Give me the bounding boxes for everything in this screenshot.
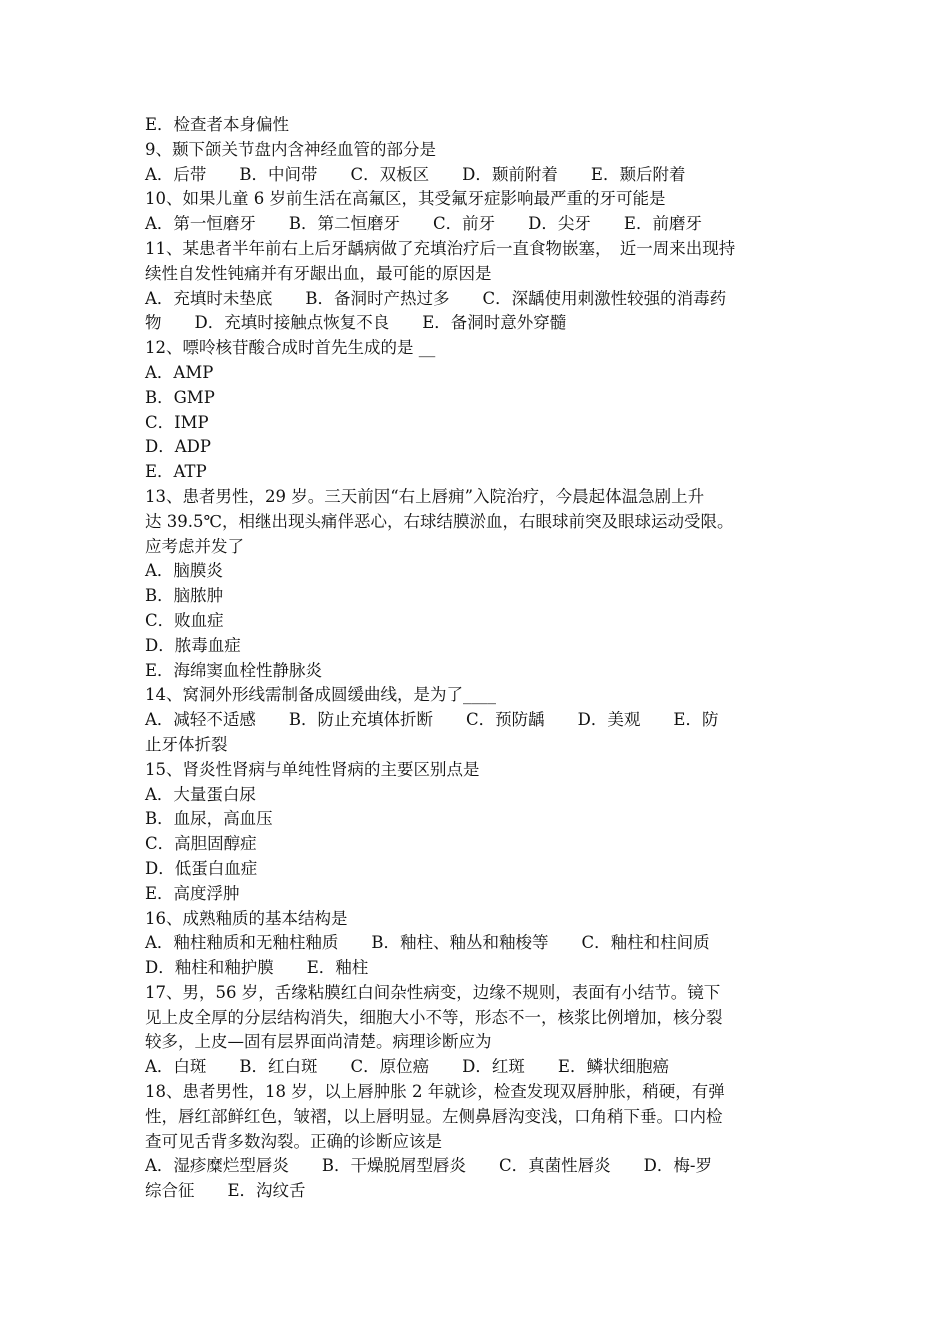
options-line: A．湿疹糜烂型唇炎 B．干燥脱屑型唇炎 C．真菌性唇炎 D．梅-罗: [145, 1156, 712, 1176]
question-9: 9、颞下颌关节盘内含神经血管的部分是: [145, 139, 436, 159]
options-line: A．充填时未垫底 B．备洞时产热过多 C．深龋使用刺激性较强的消毒药: [145, 288, 727, 308]
option-line: C．败血症: [145, 610, 224, 630]
options-line: D．釉柱和釉护膜 E．釉柱: [145, 958, 369, 978]
option-line: E．海绵窦血栓性静脉炎: [145, 660, 323, 680]
options-line: 综合征 E．沟纹舌: [145, 1181, 306, 1201]
exam-question-text: [145, 113, 810, 1204]
question-14: 14、窝洞外形线需制备成圆缓曲线，是为了____: [145, 685, 496, 705]
question-11: 11、某患者半年前右上后牙龋病做了充填治疗后一直食物嵌塞， 近一周来出现持: [145, 238, 736, 258]
question-17-continued: 较多，上皮—固有层界面尚清楚。病理诊断应为: [145, 1032, 492, 1052]
option-line: A．AMP: [145, 362, 214, 382]
question-18: 18、患者男性，18 岁，以上唇肿胀 2 年就诊，检查发现双唇肿胀，稍硬，有弹: [145, 1082, 725, 1102]
question-13: 13、患者男性，29 岁。三天前因“右上唇痈”入院治疗，今晨起体温急剧上升: [145, 486, 705, 506]
option-line: E．检查者本身偏性: [145, 115, 290, 134]
question-16: 16、成熟釉质的基本结构是: [145, 908, 348, 928]
option-line: E．ATP: [145, 462, 207, 482]
question-10: 10、如果儿童 6 岁前生活在高氟区，其受氟牙症影响最严重的牙可能是: [145, 189, 666, 209]
options-line: 物 D．充填时接触点恢复不良 E．备洞时意外穿髓: [145, 313, 567, 333]
option-line: B．脑脓肿: [145, 586, 224, 606]
question-12: 12、嘌呤核苷酸合成时首先生成的是 __: [145, 338, 436, 358]
question-18-continued: 性，唇红部鲜红色，皱褶，以上唇明显。左侧鼻唇沟变浅，口角稍下垂。口内检: [145, 1106, 723, 1126]
options-line: A．后带 B．中间带 C．双板区 D．颞前附着 E．颞后附着: [145, 164, 686, 184]
question-13-continued: 应考虑并发了: [145, 536, 244, 556]
option-line: B．GMP: [145, 387, 215, 407]
option-line: B．血尿，高血压: [145, 809, 273, 829]
question-11-continued: 续性自发性钝痛并有牙龈出血，最可能的原因是: [145, 263, 492, 283]
question-15: 15、肾炎性肾病与单纯性肾病的主要区别点是: [145, 759, 480, 779]
options-line: A．釉柱釉质和无釉柱釉质 B．釉柱、釉丛和釉梭等 C．釉柱和柱间质: [145, 933, 710, 953]
option-line: A．脑膜炎: [145, 561, 223, 581]
question-18-continued: 查可见舌背多数沟裂。正确的诊断应该是: [145, 1131, 442, 1151]
option-line: C．IMP: [145, 412, 209, 432]
question-13-continued: 达 39.5℃，相继出现头痛伴恶心，右球结膜淤血，右眼球前突及眼球运动受限。: [145, 511, 734, 531]
option-line: D．ADP: [145, 437, 211, 457]
question-17-continued: 见上皮全厚的分层结构消失，细胞大小不等，形态不一，核浆比例增加，核分裂: [145, 1007, 723, 1027]
option-line: A．大量蛋白尿: [145, 784, 256, 804]
options-line: A．第一恒磨牙 B．第二恒磨牙 C．前牙 D．尖牙 E．前磨牙: [145, 214, 702, 234]
options-line: A．减轻不适感 B．防止充填体折断 C．预防龋 D．美观 E．防: [145, 710, 719, 730]
option-line: D．脓毒血症: [145, 635, 241, 655]
option-line: E．高度浮肿: [145, 883, 240, 903]
option-line: C．高胆固醇症: [145, 834, 257, 854]
question-17: 17、男，56 岁，舌缘粘膜红白间杂性病变，边缘不规则，表面有小结节。镜下: [145, 982, 721, 1002]
options-line: 止牙体折裂: [145, 734, 228, 754]
option-line: D．低蛋白血症: [145, 858, 258, 878]
options-line: A．白斑 B．红白斑 C．原位癌 D．红斑 E．鳞状细胞癌: [145, 1057, 669, 1077]
